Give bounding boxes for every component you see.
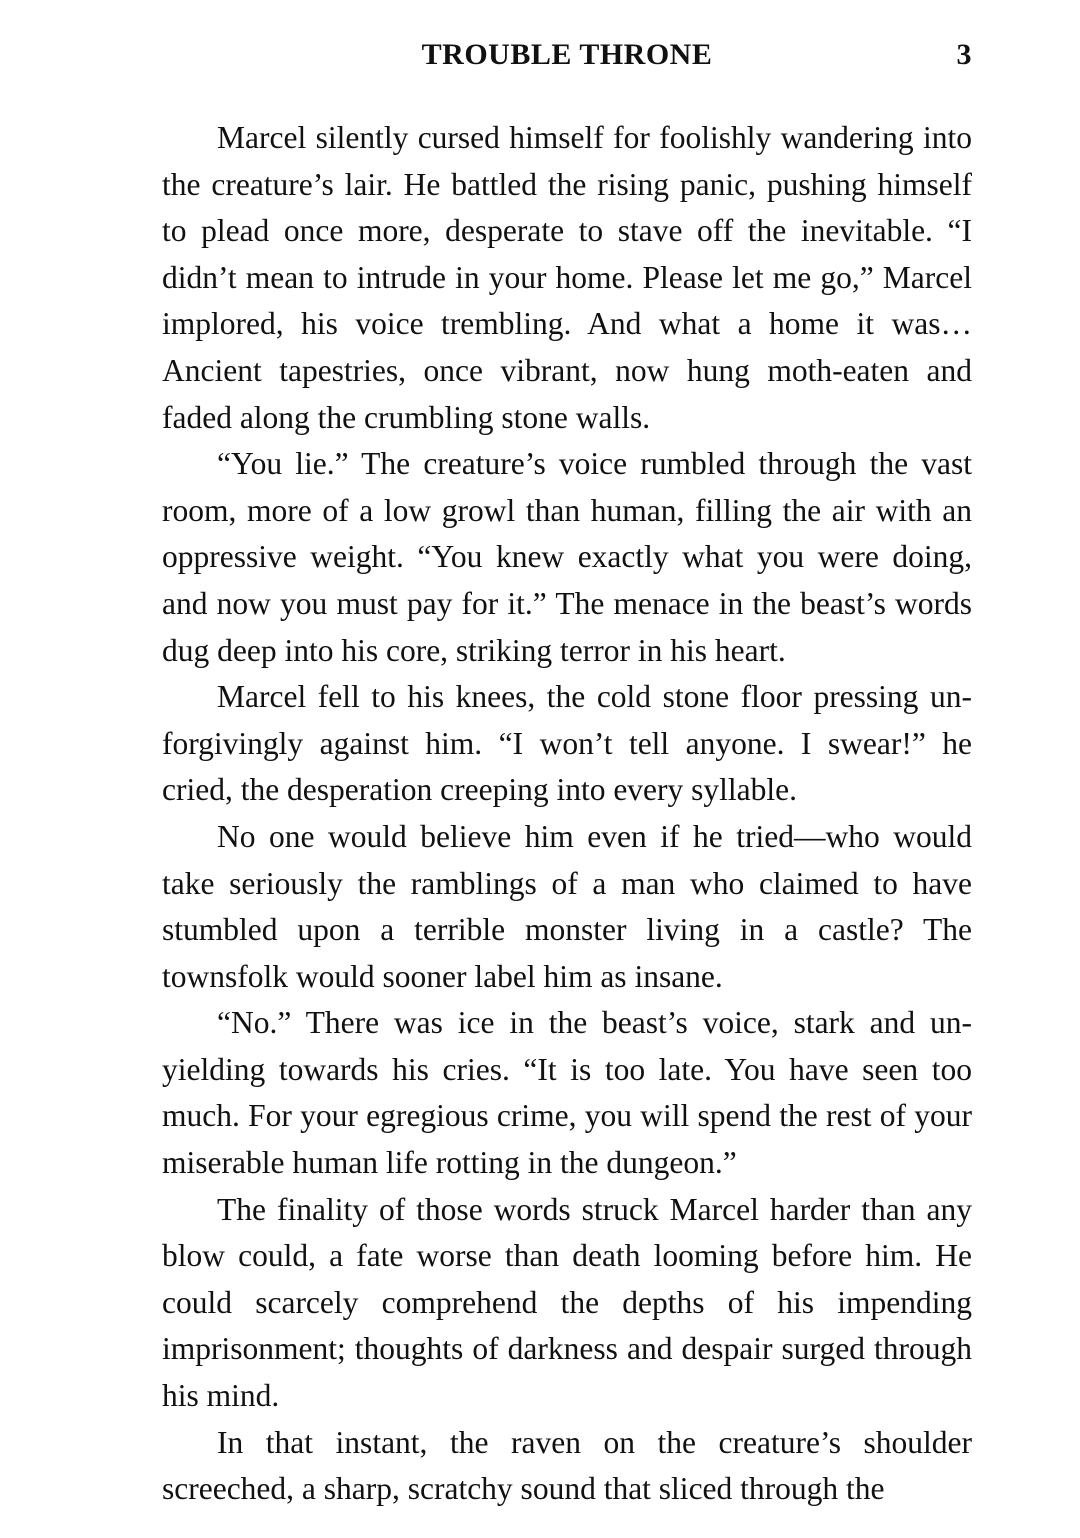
paragraph: “You lie.” The creature’s voice rumbled through the vast room, more of a low growl than human, filling the air with an oppressive weight. “You knew exactly what you were doing, and now you must pay for it.” The menace in the beast’s words dug deep into his core, striking terror in his heart. [162,446,972,668]
body-text [162,115,972,1513]
paragraph: “No.” There was ice in the beast’s voice, stark and unyielding towards his cries. “It is too late. You have seen too much. For your egregious crime, you will spend the rest of your miserable human life rotting in the dungeon.” [162,1005,972,1181]
paragraph: No one would believe him even if he tried—who would take seriously the ramblings of a man who claimed to have stumbled upon a terrible monster living in a castle? The townsfolk would sooner label him as insane. [162,818,972,994]
paragraph: The finality of those words struck Marcel harder than any blow could, a fate worse than death looming before him. He could scarcely comprehend the depths of his impending imprisonment; thoughts of darkness and despair surged through his mind. [162,1191,972,1414]
running-header [162,38,972,78]
paragraph: Marcel fell to his knees, the cold stone floor pressing unforgivingly against him. “I won’t tell anyone. I swear!” he cried, the desperation creeping into every syllable. [162,679,972,808]
paragraph: Marcel silently cursed himself for foolishly wandering into the creature’s lair. He battled the rising panic, pushing himself to plead once more, desperate to stave off the inevitable. “I didn’t mean to intrude in your home. Please let me go,” Marcel implored, his voice trembling. And what a home it was… Ancient tapestries, once vibrant, now hung moth-eaten and faded along the crumbling stone walls. [162,120,972,435]
page-number: 3 [956,38,972,71]
running-title: TROUBLE THRONE [421,38,713,71]
paragraph: In that instant, the raven on the creature’s shoulder screeched, a sharp, scratchy sound that sliced through the [162,1424,972,1507]
